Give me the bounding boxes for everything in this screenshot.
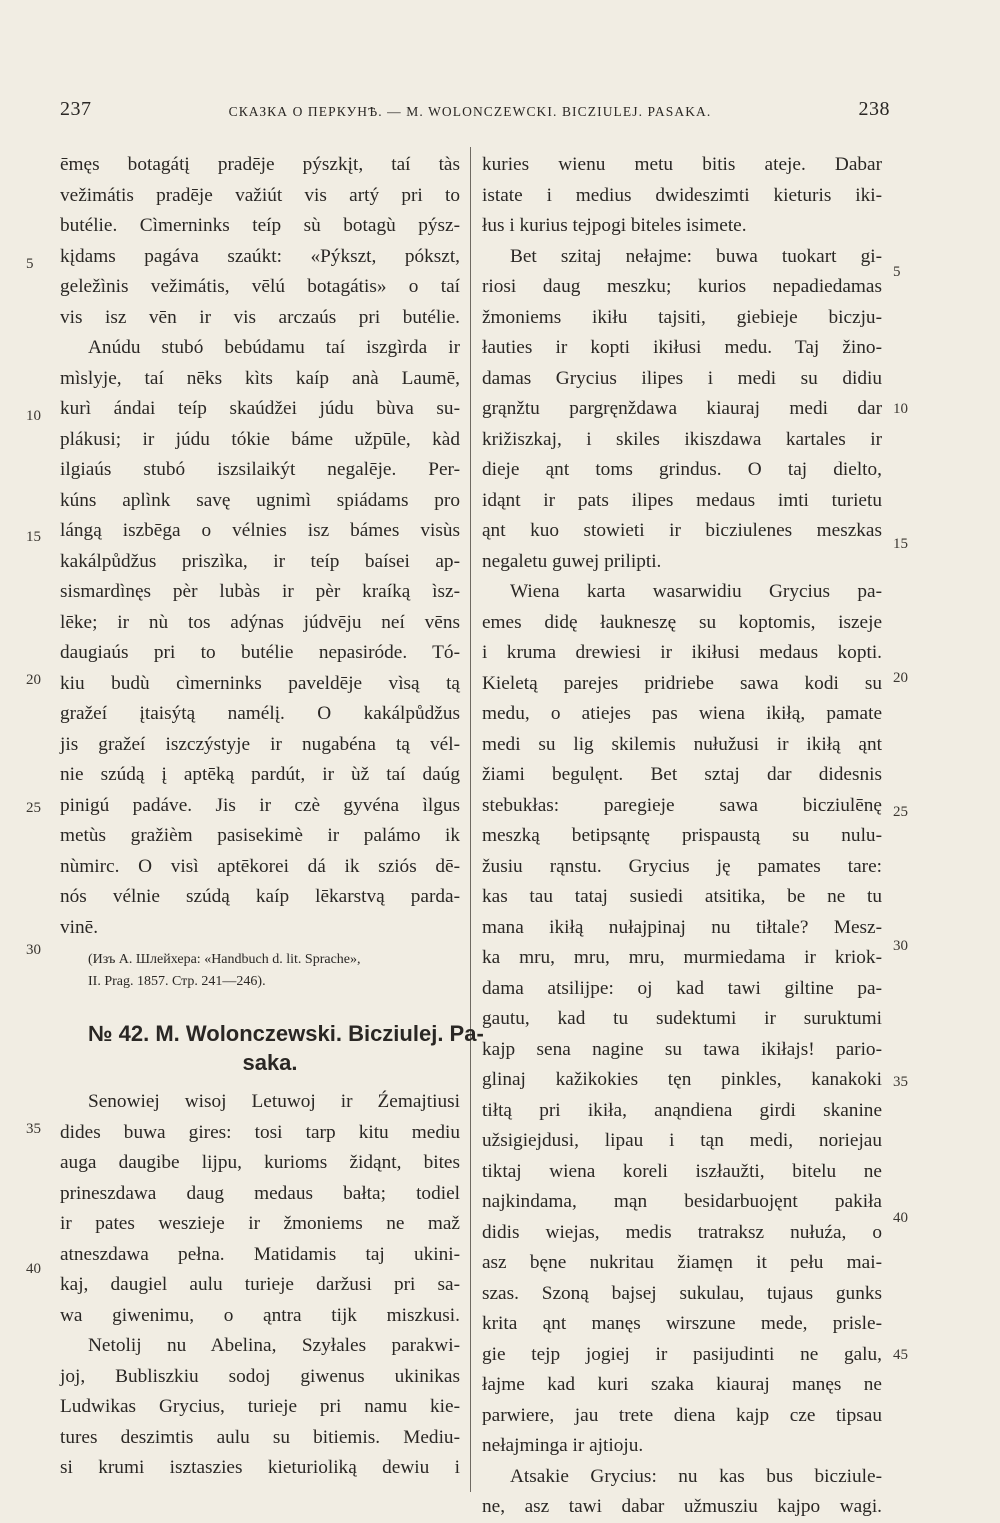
text-line: daugiaús pri to butélie nepasiróde. Tó- <box>60 642 460 663</box>
text-line: ēmęs botagátį pradēje pýszkįt, taí tàs <box>60 154 460 175</box>
text-line: vinē. <box>60 916 99 938</box>
text-line: gražeí įtaisýtą namélį. O kakálpůdžus <box>60 703 460 724</box>
text-line: sismardìnęs pèr lubàs ir pèr kraíką ìsz- <box>60 581 460 602</box>
text-line: ne, asz tawi dabar užmusziu kajpo wagi. <box>482 1496 882 1517</box>
citation-line: (Изъ А. Шлейхера: «Handbuch d. lit. Sprache», <box>88 952 361 967</box>
text-line: didis wiejas, medis tratraksz nułuźa, o <box>482 1221 882 1243</box>
text-line: žmoniems ikiłu tajsiti, giebieje biczju- <box>482 306 882 328</box>
text-line: Netolij nu Abelina, Szyłales parakwi- <box>88 1335 460 1356</box>
text-line: tures deszimtis aulu su bitiemis. Mediu- <box>60 1426 460 1448</box>
line-number: 10 <box>893 401 908 417</box>
line-number: 40 <box>26 1261 41 1277</box>
text-line: butélie. Cìmerninks teíp sù botagù pýsz- <box>60 215 460 236</box>
text-line: nełajminga ir ajtioju. <box>482 1435 644 1456</box>
left-column <box>60 150 484 1484</box>
text-line: glinaj kažikokies tęn pinkles, kanakoki <box>482 1069 882 1090</box>
text-line: emes didę łaukneszę su koptomis, iszeje <box>482 611 882 633</box>
text-line: ir pates weszieje ir žmoniems ne maž <box>60 1213 460 1234</box>
text-line: lēke; ir nù tos adýnas júdvēju neí vēns <box>60 611 460 633</box>
text-line: kúns aplìnk savę ugnimì spiádams pro <box>60 489 460 511</box>
text-line: atneszdawa pełna. Matidamis taj ukini- <box>60 1243 460 1265</box>
text-line: gautu, kad tu sudektumi ir suruktumi <box>482 1008 882 1029</box>
text-line: kaj, daugiel aulu turieje daržusi pri sa- <box>60 1274 460 1295</box>
line-number: 25 <box>26 800 41 816</box>
line-number: 40 <box>893 1210 908 1226</box>
text-line: lángą iszbēga o vélnies isz bámes visùs <box>60 520 460 541</box>
text-line: jis gražeí iszczýstyje ir nugabéna tą vél- <box>60 733 460 755</box>
text-line: metùs gražièm pasisekimè ir palámo ik <box>60 825 460 846</box>
text-line: pinigú padáve. Jis ir czè gyvéna ìlgus <box>60 794 460 816</box>
text-line: mana ikiłą nułajpinaj nu tiłtale? Mesz- <box>482 916 882 938</box>
text-line: nùmirc. O visì aptēkorei dá ik sziós dē- <box>60 855 460 877</box>
text-line: Ludwikas Grycius, turieje pri namu kie- <box>60 1396 460 1417</box>
text-line: łauties ir kopti ikiłusi medu. Taj žino- <box>482 337 882 358</box>
text-line: łus i kurius tejpogi biteles isimete. <box>482 215 747 236</box>
text-line: Bet szitaj nełajme: buwa tuokart gi- <box>510 245 882 267</box>
text-line: asz bęne nukritau žiamęn it pełu mai- <box>482 1252 882 1273</box>
text-line: ilgiaús stubó iszsilaikýt negalēje. Per- <box>60 459 460 480</box>
line-number: 20 <box>26 672 41 688</box>
text-line: kurì ándai teíp skaúdžei júdu bùva su- <box>60 398 460 419</box>
line-number: 30 <box>893 938 908 954</box>
right-page-number: 238 <box>858 98 890 120</box>
line-number: 10 <box>26 408 41 424</box>
text-line: parwiere, jau trete diena kajp cze tipsau <box>482 1404 882 1426</box>
text-line: Kieletą parejes pridriebe sawa kodi su <box>482 672 882 694</box>
text-line: meszką betipsąntę prispaustą su nulu- <box>482 825 882 846</box>
text-line: medi su lig skilemis nułužusi ir ikiłą ąnt <box>482 733 882 755</box>
text-line: stebukłas: paregieje sawa bicziulēnę <box>482 794 882 816</box>
text-line: damas Grycius ilipes i medi su didiu <box>482 367 882 389</box>
text-line: tiłtą pri ikiła, anąndiena girdi skanine <box>482 1099 882 1121</box>
line-number: 35 <box>26 1121 41 1137</box>
text-line: vis isz vēn ir vis arczaús pri butélie. <box>60 306 460 328</box>
text-line: žusiu rąnstu. Grycius ję pamates tare: <box>482 855 882 877</box>
text-line: prineszdawa daug medaus bałta; todiel <box>60 1182 460 1204</box>
citation-line: II. Prag. 1857. Стр. 241—246). <box>88 974 266 989</box>
text-line: wa giwenimu, o ąntra tijk miszkusi. <box>60 1304 460 1326</box>
text-line: szas. Szoną bajsej sukulau, tujaus gunks <box>482 1282 882 1304</box>
line-number: 45 <box>893 1347 908 1363</box>
text-line: auga daugibe lijpu, kurioms židąnt, bites <box>60 1152 460 1173</box>
text-line: kakálpůdžus priszìka, ir teíp baísei ap- <box>60 550 460 572</box>
text-line: medu, o atiejes pas wiena ikiłą, pamate <box>482 703 882 724</box>
text-line: križiszkaj, i skiles ikiszdawa kartales ir <box>482 428 882 450</box>
text-line: Wiena karta wasarwidiu Grycius pa- <box>510 581 882 602</box>
text-line: kuries wienu metu bitis ateje. Dabar <box>482 154 882 175</box>
line-number: 30 <box>26 942 41 958</box>
right-column <box>482 150 882 1523</box>
text-line: joj, Bubliszkiu sodoj giwenus ukinikas <box>60 1365 460 1387</box>
text-line: ka mru, mru, mru, murmiedama ir kriok- <box>482 947 882 968</box>
line-number: 35 <box>893 1074 908 1090</box>
right-column-text <box>482 150 882 1523</box>
left-page-number: 237 <box>60 98 92 120</box>
line-number: 20 <box>893 670 908 686</box>
text-line: dieje ąnt toms grindus. O taj dielto, <box>482 459 882 480</box>
text-line: vežimátis pradēje važiút vis artý pri to <box>60 184 460 206</box>
text-line: negaletu guwej prilipti. <box>482 550 662 572</box>
text-line: idąnt ir pats ilipes medaus imti turietu <box>482 489 882 511</box>
text-line: dides buwa gires: tosi tarp kitu mediu <box>60 1121 460 1143</box>
text-line: si krumi isztaszies kieturioliką dewiu i <box>60 1457 460 1478</box>
text-line: nós vélnie szúdą kaíp lēkarstvą parda- <box>60 886 460 907</box>
text-line: najkindama, mąn besidarbuojęnt pakiła <box>482 1191 882 1212</box>
left-column-text <box>60 150 460 943</box>
text-line: žiami begulęnt. Bet sztaj dar didesnis <box>482 764 882 785</box>
line-number: 25 <box>893 804 908 820</box>
text-line: Anúdu stubó bebúdamu taí iszgìrda ir <box>88 337 460 358</box>
left-column-story-text <box>60 1087 460 1484</box>
section-heading: № 42. M. Wolonczewski. Bicziulej. Pa- <box>88 1021 484 1046</box>
column-divider <box>470 147 471 1492</box>
line-number: 5 <box>26 256 34 272</box>
text-line: i kruma drewiesi ir ikiłusi medaus kopti. <box>482 642 882 663</box>
line-number: 15 <box>26 529 41 545</box>
text-line: plákusi; ir júdu tókie báme užpūle, kàd <box>60 428 460 450</box>
section-heading-continued: saka. <box>242 1050 298 1075</box>
line-number: 15 <box>893 536 908 552</box>
text-line: tiktaj wiena koreli iszłaužti, bitelu ne <box>482 1160 882 1182</box>
text-line: kiu budù cìmerninks paveldēje vìsą tą <box>60 672 460 694</box>
text-line: Atsakie Grycius: nu kas bus bicziule- <box>510 1465 882 1487</box>
text-line: užsigiejdusi, lipau i tąn medi, noriejau <box>482 1130 882 1151</box>
text-line: kįdams pagáva szaúkt: «Pýkszt, pókszt, <box>60 245 460 267</box>
text-line: kajp sena nagine su tawa ikiłajs! pario- <box>482 1038 882 1060</box>
text-line: kas tau tataj susiedi atsitika, be ne tu <box>482 886 882 907</box>
text-line: riosi daug meszku; kurios nepadiedamas <box>482 276 882 297</box>
page-header <box>60 98 890 132</box>
text-line: Senowiej wisoj Letuwoj ir Źemajtiusi <box>88 1091 460 1112</box>
text-line: istate i medius dwideszimti kieturis iki- <box>482 184 882 206</box>
text-line: gie tejp jogiej ir pasijudinti ne galu, <box>482 1343 882 1365</box>
line-number: 5 <box>893 264 901 280</box>
text-line: dama atsilijpe: oj kad tawi giltine pa- <box>482 977 882 999</box>
text-line: geležìnis vežimátis, vēlú botagátis» o taí <box>60 276 460 297</box>
text-line: mìslyje, taí nēks kìts kaíp anà Laumē, <box>60 367 460 389</box>
text-line: grąnžtu pargręnždawa kiauraj medi dar <box>482 398 882 419</box>
text-line: łajme kad kuri szaka kiauraj manęs ne <box>482 1374 882 1395</box>
text-line: ąnt kuo stowieti ir bicziulenes meszkas <box>482 520 882 541</box>
text-line: nie szúdą į aptēką pardút, ir ùž taí daúg <box>60 764 460 785</box>
text-line: krita ąnt manęs wirszune mede, prisle- <box>482 1313 882 1334</box>
running-title: СКАЗКА О ПЕРКУНѢ. — M. WOLONCZEWCKI. BICZIULEJ. PASAKA. <box>228 104 712 119</box>
